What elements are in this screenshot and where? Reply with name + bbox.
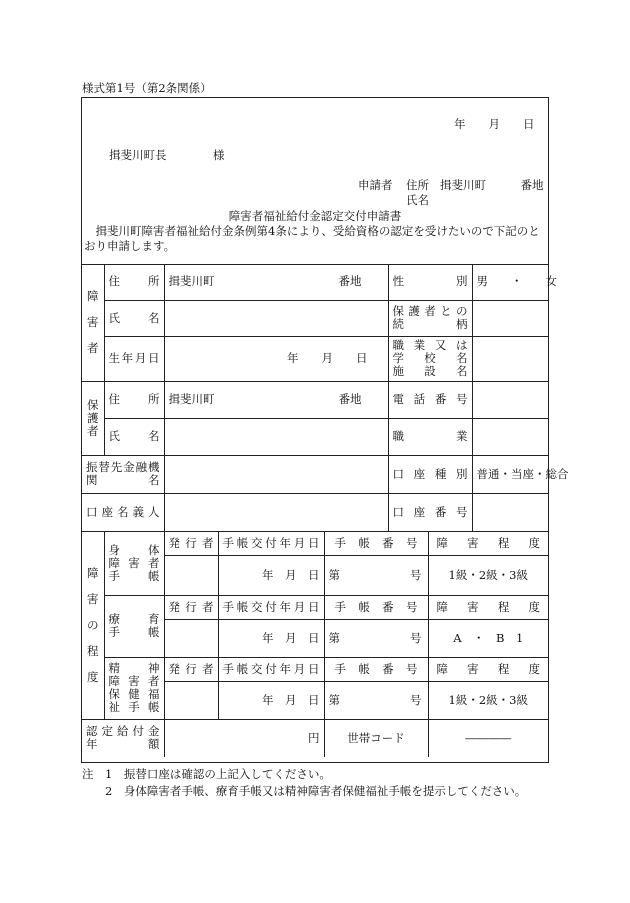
mental-number-field[interactable] (324, 681, 428, 719)
note-1: 注 1 振替口座は確認の上記入してください。 (82, 767, 331, 781)
guardian-name-field[interactable] (164, 418, 388, 455)
issuer-header: 発行者 (164, 531, 218, 555)
bank-institution-field[interactable] (164, 455, 388, 493)
intro-line-2: おり申請します。 (84, 239, 176, 253)
table-row (82, 493, 548, 531)
birth-date-field[interactable]: 年 月 日 (164, 336, 388, 381)
table-row (82, 418, 548, 455)
number-suffix: 号 (410, 692, 422, 707)
applicant-address-field[interactable]: 揖斐川町 番地 (440, 178, 544, 192)
table-row (82, 595, 548, 619)
guardian-name-label: 氏 名 (104, 418, 164, 455)
table-row (82, 264, 548, 300)
disabled-name-label: 氏 名 (104, 300, 164, 336)
issue-date-header: 手帳交付年月日 (218, 531, 324, 555)
physical-level-selector[interactable]: 1級・2級・3級 (428, 555, 548, 595)
applicant-label: 申請者 (358, 178, 393, 192)
issuer-header: 発行者 (164, 595, 218, 619)
bank-institution-label: 振替先金融機 関名 (82, 455, 164, 493)
account-holder-field[interactable] (164, 493, 388, 531)
ryoiku-number-field[interactable] (324, 619, 428, 657)
disabled-person-group-label: 障 害 者 (82, 264, 104, 381)
notes (82, 766, 526, 800)
applicant-address-label: 住所 (406, 178, 429, 192)
issuer-header: 発行者 (164, 657, 218, 681)
disability-level-header: 障害程度 (428, 595, 548, 619)
guardian-relation-label: 保護者との 続 柄 (388, 300, 472, 336)
addressee-suffix: 様 (213, 148, 225, 162)
account-type-label: 口座種別 (388, 455, 472, 493)
number-suffix: 号 (410, 567, 422, 582)
mental-issue-date-field[interactable]: 年 月 日 (218, 681, 324, 719)
household-code-label: 世帯コード (324, 719, 428, 757)
issue-date-header: 手帳交付年月日 (218, 595, 324, 619)
phone-label: 電話番号 (388, 381, 472, 418)
occupation-school-label: 職業又は 学校名 施設名 (388, 336, 472, 381)
disabled-address-town: 揖斐川町 (168, 274, 215, 289)
table-row (82, 336, 548, 381)
sex-selector[interactable]: 男 ・ 女 (472, 264, 548, 300)
guardian-group-label: 保 護 者 (82, 381, 104, 455)
guardian-address-banchi: 番地 (338, 392, 362, 406)
account-number-field[interactable] (472, 493, 548, 531)
issue-date-header: 手帳交付年月日 (218, 657, 324, 681)
ryoiku-handbook-label: 療育 手帳 (104, 595, 164, 657)
guardian-relation-field[interactable] (472, 300, 548, 336)
number-prefix: 第 (328, 630, 340, 645)
guardian-occupation-field[interactable] (472, 418, 548, 455)
household-code-field[interactable]: ―――― (428, 719, 548, 757)
number-prefix: 第 (328, 692, 340, 707)
disability-degree-group-label: 障 害 の 程 度 (82, 531, 104, 719)
physical-handbook-label: 身体 障害者 手帳 (104, 531, 164, 595)
mental-issuer-field[interactable] (164, 681, 218, 719)
table-row (82, 300, 548, 336)
guardian-address-label: 住 所 (104, 381, 164, 418)
disabled-address-label: 住 所 (104, 264, 164, 300)
physical-issue-date-field[interactable]: 年 月 日 (218, 555, 324, 595)
ryoiku-issue-date-field[interactable]: 年 月 日 (218, 619, 324, 657)
handbook-number-header: 手帳番号 (324, 595, 428, 619)
annual-amount-label: 認定給付金 年 額 (82, 719, 164, 757)
addressee: 揖斐川町長 (109, 148, 167, 162)
application-table (82, 264, 569, 757)
table-row (82, 455, 548, 493)
number-suffix: 号 (410, 630, 422, 645)
physical-issuer-field[interactable] (164, 555, 218, 595)
form-header (82, 98, 548, 265)
guardian-address-field[interactable] (164, 381, 388, 418)
guardian-occupation-label: 職 業 (388, 418, 472, 455)
mental-level-selector[interactable]: 1級・2級・3級 (428, 681, 548, 719)
disability-level-header: 障害程度 (428, 657, 548, 681)
form-label: 様式第1号（第2条関係） (82, 81, 212, 95)
table-row (82, 531, 548, 555)
sex-label: 性 別 (388, 264, 472, 300)
table-row (82, 381, 548, 418)
handbook-number-header: 手帳番号 (324, 657, 428, 681)
disabled-address-field[interactable] (164, 264, 388, 300)
ryoiku-issuer-field[interactable] (164, 619, 218, 657)
disabled-name-field[interactable] (164, 300, 388, 336)
table-row (82, 719, 548, 757)
phone-field[interactable] (472, 381, 548, 418)
account-number-label: 口座番号 (388, 493, 472, 531)
mental-handbook-label: 精神 障害者 保健福 祉手帳 (104, 657, 164, 719)
table-row (82, 657, 548, 681)
birth-date-label: 生年月日 (104, 336, 164, 381)
disabled-address-banchi: 番地 (338, 274, 362, 289)
application-form (81, 97, 569, 763)
number-prefix: 第 (328, 567, 340, 582)
occupation-school-field[interactable] (472, 336, 548, 381)
date-field[interactable]: 年 月 日 (454, 117, 535, 131)
applicant-name-label: 氏名 (406, 193, 429, 207)
handbook-number-header: 手帳番号 (324, 531, 428, 555)
disability-level-header: 障害程度 (428, 531, 548, 555)
form-title: 障害者福祉給付金認定交付申請書 (228, 209, 402, 223)
ryoiku-level-selector[interactable]: A ・ B 1 (428, 619, 548, 657)
account-holder-label: 口座名義人 (82, 493, 164, 531)
account-type-selector[interactable]: 普通・当座・総合 (472, 455, 548, 493)
intro-line-1: 揖斐川町障害者福祉給付金条例第4条により、受給資格の認定を受けたいので下記のと (84, 224, 540, 238)
guardian-address-town: 揖斐川町 (168, 392, 215, 406)
note-2: 2 身体障害者手帳、療育手帳又は精神障害者保健福祉手帳を提示してください。 (82, 784, 527, 798)
physical-number-field[interactable] (324, 555, 428, 595)
annual-amount-field[interactable]: 円 (164, 719, 324, 757)
